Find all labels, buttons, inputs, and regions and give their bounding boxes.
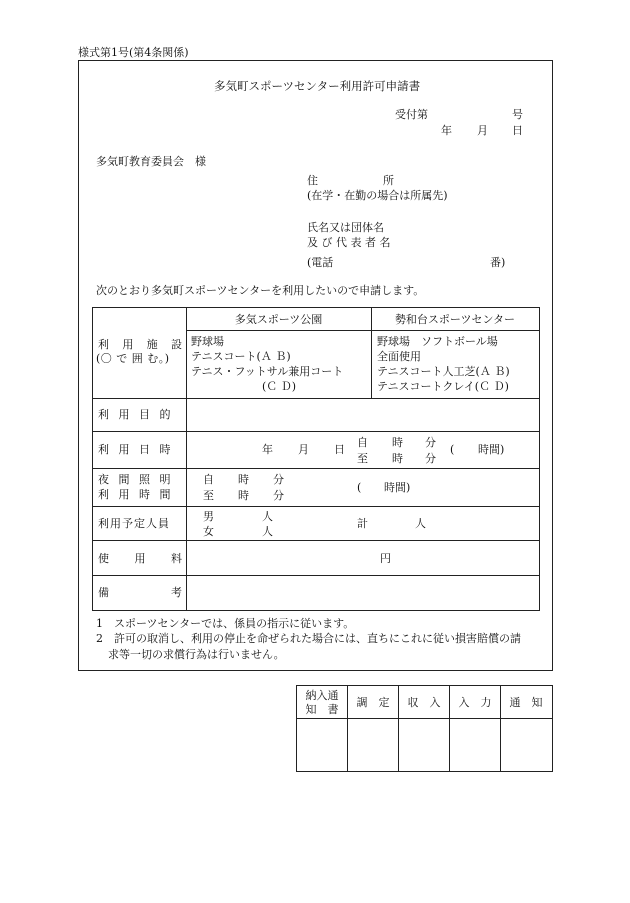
col1-item: テニス・フットサル兼用コート bbox=[191, 365, 344, 378]
col1-item: 野球場 bbox=[191, 335, 224, 348]
night-from: 自 bbox=[203, 473, 214, 486]
col2-item: テニスコート人工芝(Ａ Ｂ) bbox=[377, 365, 510, 378]
bottom-header-input: 入 力 bbox=[458, 696, 492, 709]
address-note: (在学・在勤の場合は所属先) bbox=[307, 189, 448, 202]
date-label: 利 用 日 時 bbox=[98, 443, 174, 456]
address-char-2: 所 bbox=[383, 174, 394, 187]
facility-label: 利 用 施 設 bbox=[98, 338, 182, 351]
receipt-unit: 号 bbox=[512, 108, 523, 121]
people-label: 利用予定人員 bbox=[98, 517, 170, 530]
date-paren-open: ( bbox=[450, 443, 455, 456]
date-month: 月 bbox=[298, 443, 309, 456]
night-label: 夜 間 照 明 bbox=[98, 473, 174, 486]
date-from: 自 bbox=[357, 436, 368, 449]
note-2: 2 許可の取消し、利用の停止を命ぜられた場合には、直ちにこれに従い損害賠償の請 bbox=[96, 632, 521, 645]
people-male-unit: 人 bbox=[262, 510, 273, 523]
col2-item: 全面使用 bbox=[377, 350, 421, 363]
night-to: 至 bbox=[203, 489, 214, 502]
date-hours: 時間) bbox=[478, 443, 505, 456]
form-title: 多気町スポーツセンター利用許可申請書 bbox=[214, 79, 421, 93]
receipt-month: 月 bbox=[477, 124, 488, 137]
col1-item: (Ｃ Ｄ) bbox=[262, 380, 297, 393]
applicant-name-line-1: 氏名又は団体名 bbox=[307, 221, 384, 234]
date-to-hour: 時 bbox=[392, 452, 403, 465]
night-label: 利 用 時 間 bbox=[98, 488, 174, 501]
bottom-header-receipt: 収 入 bbox=[407, 696, 441, 709]
form-number: 様式第1号(第4条関係) bbox=[78, 46, 189, 59]
phone-close: 番) bbox=[490, 256, 506, 269]
facility-label-note: (〇 で 囲 む。) bbox=[96, 352, 170, 365]
date-day: 日 bbox=[334, 443, 345, 456]
note-1: 1 スポーツセンターでは、係員の指示に従います。 bbox=[96, 617, 355, 630]
bottom-header-notice: 納入通 知 書 bbox=[305, 689, 339, 716]
night-from-minute: 分 bbox=[273, 473, 284, 486]
receipt-day: 日 bbox=[512, 124, 523, 137]
note-2-cont: 求等一切の求償行為は行いません。 bbox=[108, 648, 285, 661]
night-to-hour: 時 bbox=[238, 489, 249, 502]
night-hours: 時間) bbox=[384, 481, 411, 494]
night-to-minute: 分 bbox=[273, 489, 284, 502]
fee-unit: 円 bbox=[380, 552, 391, 565]
col2-item: 野球場 ソフトボール場 bbox=[377, 335, 498, 348]
phone-open: (電話 bbox=[307, 256, 334, 269]
date-to: 至 bbox=[357, 452, 368, 465]
remarks-label: 備 考 bbox=[98, 586, 182, 599]
people-total: 計 bbox=[357, 517, 368, 530]
addressee: 多気町教育委員会 様 bbox=[96, 155, 206, 168]
date-from-minute: 分 bbox=[425, 436, 436, 449]
people-female: 女 bbox=[203, 525, 214, 538]
date-to-minute: 分 bbox=[425, 452, 436, 465]
address-char-1: 住 bbox=[307, 174, 318, 187]
receipt-year: 年 bbox=[441, 124, 452, 137]
fee-label: 使 用 料 bbox=[98, 552, 182, 565]
col1-header: 多気スポーツ公園 bbox=[234, 313, 323, 326]
people-male: 男 bbox=[203, 510, 214, 523]
people-female-unit: 人 bbox=[262, 525, 273, 538]
bottom-header-notify: 通 知 bbox=[509, 696, 543, 709]
date-from-hour: 時 bbox=[392, 436, 403, 449]
col2-item: テニスコートクレイ(Ｃ Ｄ) bbox=[377, 380, 509, 393]
purpose-label: 利 用 目 的 bbox=[98, 408, 174, 421]
night-paren-open: ( bbox=[357, 481, 362, 494]
intro-text: 次のとおり多気町スポーツセンターを利用したいので申請します。 bbox=[96, 284, 425, 297]
date-year: 年 bbox=[262, 443, 273, 456]
night-from-hour: 時 bbox=[238, 473, 249, 486]
col1-item: テニスコート(Ａ Ｂ) bbox=[191, 350, 291, 363]
applicant-name-line-2: 及 び 代 表 者 名 bbox=[307, 236, 391, 249]
bottom-header-assessment: 調 定 bbox=[356, 696, 390, 709]
people-total-unit: 人 bbox=[415, 517, 426, 530]
col2-header: 勢和台スポーツセンター bbox=[394, 313, 516, 326]
receipt-label: 受付第 bbox=[395, 108, 428, 121]
